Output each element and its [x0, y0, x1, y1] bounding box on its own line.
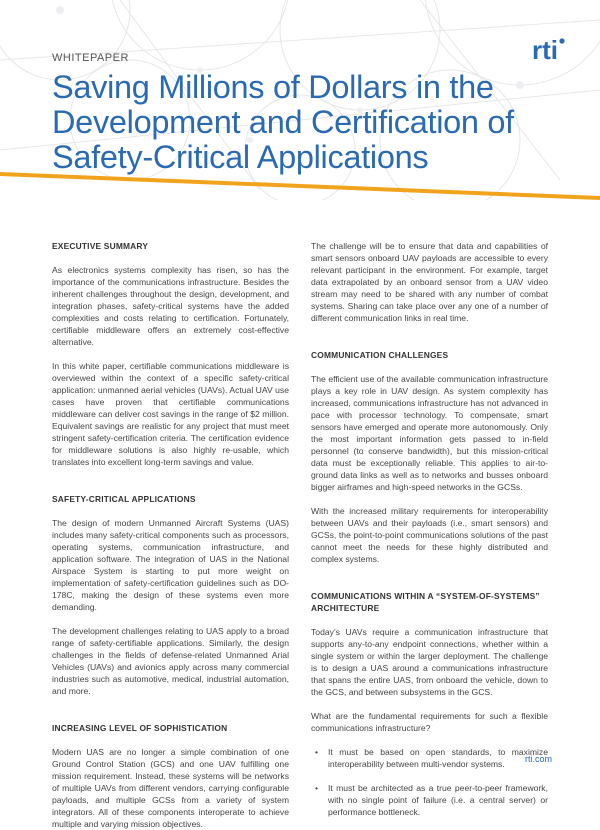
rti-logo	[532, 37, 566, 63]
paragraph: The efficient use of the available communication infrastructure plays a key role in UAV design. As system complexity has increased, communications infrastructure has not advanced in pace with processor technology. To compensate, smart sensors have emerged and operate more autonomously. Only the most important information gets passed to in-field personnel (to conserve bandwidth), but this mission-critical data must be exceptionally reliable. This applies to air-to-ground data links as well as to networks and busses onboard bigger airframes and high-speed networks in the GCSs.	[311, 374, 548, 492]
bullet-icon: •	[315, 747, 319, 757]
paragraph: The challenge will be to ensure that data and capabilities of smart sensors onboard UAV payloads are accessible to every relevant participant in the environment. For example, target data extrapolated by an onboard sensor from a UAV video stream may need to be shared with any number of combat systems. Sharing can take place over any one of a number of different communication links in real time.	[311, 241, 548, 323]
right-column	[311, 240, 548, 818]
list-item-text: It must be based on open standards, to maximize interoperability between multi-vendor systems.	[328, 747, 548, 769]
paragraph: The development challenges relating to UAS apply to a broad range of safety-certifiable applications. Similarly, the design challenges in the fields of defense-related Unmanned Arial Vehicles (UAVs) and avionics apply across many commercial industries such as automotive, medical, industrial automation, and more.	[52, 626, 289, 696]
list-item	[311, 746, 548, 770]
paragraph: In this white paper, certifiable communications middleware is overviewed within the context of a specific safety-critical application: unmanned aerial vehicles (UAVs). Actual UAV use cases have proven that certifiable communications middleware can deliver cost savings in the range of $2 million. Equivalent savings are realistic for any project that must meet stringent safety-certification criteria. The certification evidence for middleware solutions is also highly re-usable, which translates into excellent long-term savings and value.	[52, 361, 289, 467]
bullet-icon: •	[315, 783, 319, 793]
paragraph: What are the fundamental requirements for such a flexible communications infrastructure?	[311, 711, 548, 733]
section-heading-safety-critical: SAFETY-CRITICAL APPLICATIONS	[52, 494, 196, 504]
paragraph: Modern UAS are no longer a simple combination of one Ground Control Station (GCS) and one UAV fulfilling one mission requirement. Instead, these systems will be networks of multiple UAVs from different vendors, carrying configurable payloads, and multiple GCSs from a variety of system integrators. All of these components interoperate to achieve multiple and varying mission objectives.	[52, 747, 289, 829]
header-banner	[0, 0, 600, 200]
left-column	[52, 240, 289, 830]
section-heading-communication-challenges: COMMUNICATION CHALLENGES	[311, 350, 449, 360]
section-heading-executive-summary: EXECUTIVE SUMMARY	[52, 241, 149, 251]
document-type-label: WHITEPAPER	[52, 52, 129, 64]
section-heading-sophistication: INCREASING LEVEL OF SOPHISTICATION	[52, 723, 228, 733]
section-heading-system-of-systems: COMMUNICATIONS WITHIN A “SYSTEM-OF-SYSTEMS” ARCHITECTURE	[311, 591, 540, 613]
svg-text:rti: rti	[532, 37, 558, 63]
paragraph: The design of modern Unmanned Aircraft Systems (UAS) includes many safety-critical components such as processors, operating systems, communication infrastructure, and application software. The integration of UAS in the National Airspace System is starting to put more weight on implementation of safety-certification guidelines such as DO-178C, making the design of these systems even more demanding.	[52, 518, 289, 612]
list-item	[311, 782, 548, 818]
list-item-text: It must be architected as a true peer-to-peer framework, with no single point of failure (i.e. a central server) or performance bottleneck.	[328, 783, 548, 817]
paragraph: As electronics systems complexity has risen, so has the importance of the communications infrastructure. Besides the inherent challenges throughout the design, development, and integration phases, safety-critical systems have the added complexities and costs relating to certification. Fortunately, certifiable middleware offers an extremely cost-effective alternative.	[52, 265, 289, 347]
paragraph: With the increased military requirements for interoperability between UAVs and their payloads (i.e., smart sensors) and GCSs, the point-to-point communications solutions of the past cannot meet the needs for these highly distributed and complex systems.	[311, 506, 548, 564]
page-title: Saving Millions of Dollars in the Development and Certification of Safety-Critical Applications	[52, 69, 514, 175]
requirements-list	[311, 746, 548, 818]
footer-url[interactable]: rti.com	[525, 754, 552, 764]
paragraph: Today’s UAVs require a communication infrastructure that supports any-to-any endpoint connections, whether within a single system or within the larger deployment. The challenge is to design a UAS around a communications infrastructure that spans the entire UAS, from onboard the vehicle, down to the GCS, and between subsystems in the GCS.	[311, 627, 548, 697]
